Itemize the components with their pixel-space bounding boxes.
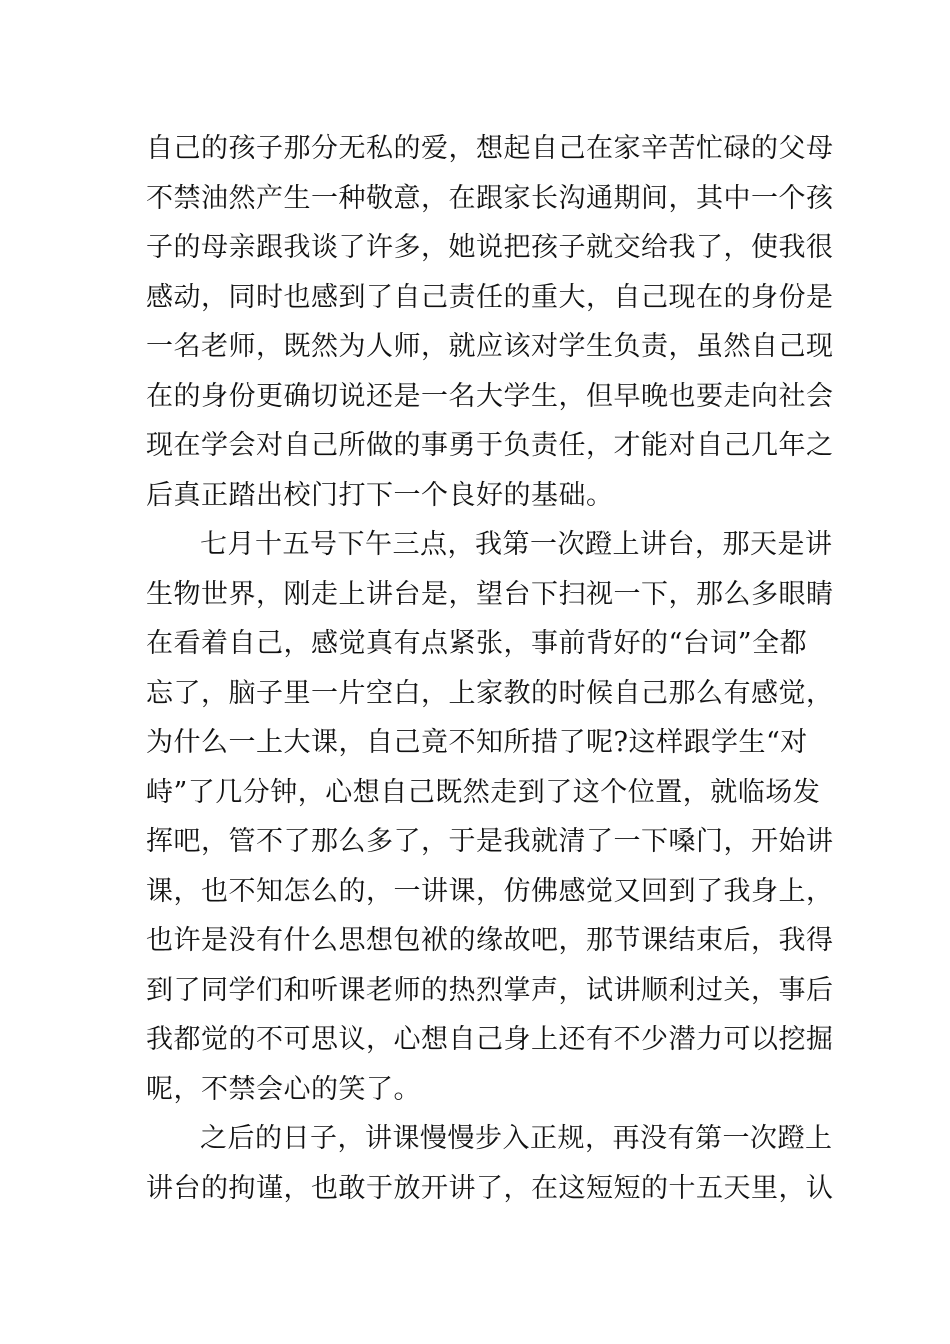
text-line: 到了同学们和听课老师的热烈掌声，试讲顺利过关，事后 — [146, 974, 834, 1006]
text-line: 一名老师，既然为人师，就应该对学生负责，虽然自己现 — [146, 331, 834, 362]
text-line: 忘了，脑子里一片空白，上家教的时候自己那么有感觉， — [146, 677, 834, 709]
text-line: 不禁油然产生一种敬意，在跟家长沟通期间，其中一个孩 — [146, 182, 834, 214]
text-line: 现在学会对自己所做的事勇于负责任，才能对自己几年之 — [146, 430, 834, 461]
paragraph-3 — [146, 1114, 834, 1213]
document-body — [146, 124, 834, 1213]
text-line: 在看着自己，感觉真有点紧张，事前背好的“台词”全都 — [146, 628, 808, 659]
text-line: 之后的日子，讲课慢慢步入正规，再没有第一次蹬上 — [200, 1123, 833, 1154]
text-line: 讲台的拘谨，也敢于放开讲了，在这短短的十五天里，认 — [146, 1172, 834, 1204]
text-line: 七月十五号下午三点，我第一次蹬上讲台，那天是讲 — [200, 529, 833, 560]
text-line: 呢，不禁会心的笑了。 — [146, 1073, 421, 1105]
text-line: 感动，同时也感到了自己责任的重大，自己现在的身份是 — [146, 281, 834, 313]
text-line: 子的母亲跟我谈了许多，她说把孩子就交给我了，使我很 — [146, 232, 834, 263]
paragraph-2 — [146, 520, 834, 1114]
text-line: 后真正踏出校门打下一个良好的基础。 — [146, 479, 614, 511]
text-line: 我都觉的不可思议，心想自己身上还有不少潜力可以挖掘 — [146, 1024, 834, 1055]
text-line: 课，也不知怎么的，一讲课，仿佛感觉又回到了我身上， — [146, 875, 834, 907]
paragraph-1 — [146, 124, 834, 520]
text-line: 峙”了几分钟，心想自己既然走到了这个位置，就临场发 — [146, 776, 821, 808]
text-line: 为什么一上大课，自己竟不知所措了呢?这样跟学生“对 — [146, 727, 808, 758]
text-line: 生物世界，刚走上讲台是，望台下扫视一下，那么多眼睛 — [146, 578, 834, 610]
text-line: 在的身份更确切说还是一名大学生，但早晚也要走向社会 — [146, 380, 834, 412]
text-line: 挥吧，管不了那么多了，于是我就清了一下嗓门，开始讲 — [146, 826, 834, 857]
text-line: 自己的孩子那分无私的爱，想起自己在家辛苦忙碌的父母 — [146, 133, 834, 164]
text-line: 也许是没有什么思想包袱的缘故吧，那节课结束后，我得 — [146, 925, 834, 956]
